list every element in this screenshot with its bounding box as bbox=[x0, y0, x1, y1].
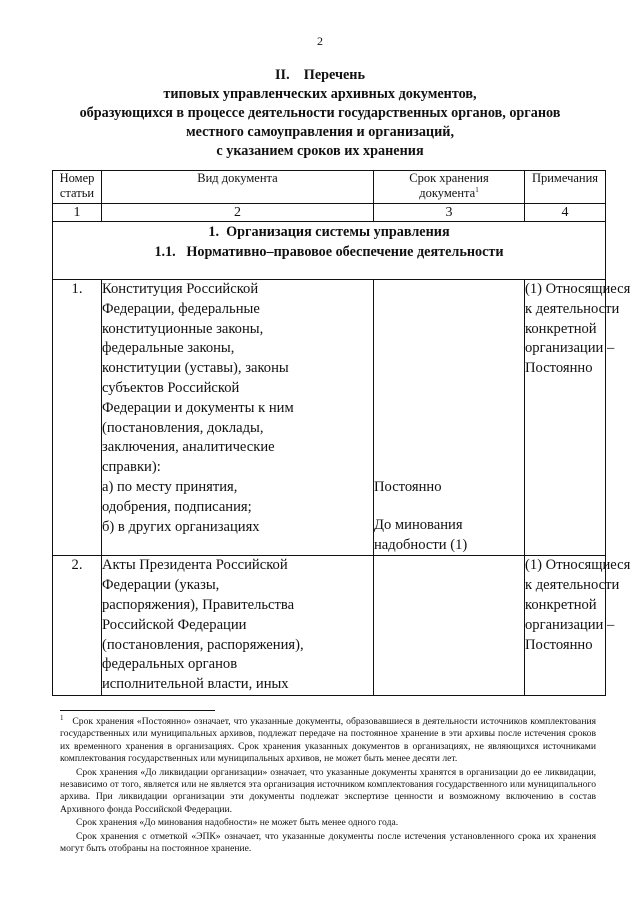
footnotes bbox=[60, 713, 596, 856]
header-term-line-2 bbox=[374, 186, 524, 201]
document-line: одобрения, подписания; bbox=[102, 498, 252, 515]
footnote-1 bbox=[60, 713, 596, 766]
section-title: 1. Организация системы управления bbox=[208, 224, 450, 240]
footnote-marker: 1 bbox=[60, 713, 64, 722]
document-line: б) в других организациях bbox=[102, 518, 260, 535]
note-line: организации – bbox=[525, 616, 615, 633]
document-line: заключения, аналитические bbox=[102, 439, 275, 456]
document-line: справки): bbox=[102, 459, 161, 476]
footnote-ref: 1 bbox=[475, 185, 479, 194]
footnote-text: Срок хранения «Постоянно» означает, что указанные документы, образовавшиеся в деятельности источников комплектования государственных или муниципальных архивов, подлежат передаче на постоянное хранение в эти архивы после истечения сроков их временного хранения в организациях. Срок хранения указанных документов в организациях, не являющихся источниками комплектования государственных или муниципальных архивов, не может быть менее десяти лет. bbox=[60, 716, 596, 765]
note-line: Постоянно bbox=[525, 360, 593, 377]
document-line: конституции (уставы), законы bbox=[102, 360, 289, 377]
document-line: конституционные законы, bbox=[102, 320, 264, 337]
note-line: организации – bbox=[525, 340, 615, 357]
notes-cell bbox=[525, 280, 631, 556]
note-line: конкретной bbox=[525, 596, 597, 613]
document-line: Федерации, федеральные bbox=[102, 300, 260, 317]
heading-line-1: II. Перечень bbox=[275, 67, 365, 83]
table-row bbox=[53, 280, 606, 556]
notes-cell bbox=[525, 556, 631, 696]
row-number: 2. bbox=[53, 556, 102, 696]
header-term-text: документа bbox=[419, 186, 476, 200]
document-line: исполнительной власти, иных bbox=[102, 676, 289, 693]
page-number: 2 bbox=[317, 34, 323, 48]
heading-line-2: типовых управленческих архивных документов, bbox=[163, 86, 477, 102]
table-row bbox=[53, 556, 606, 696]
document-line: субъектов Российской bbox=[102, 379, 240, 396]
document-type-cell bbox=[102, 280, 374, 556]
column-number: 2 bbox=[102, 204, 374, 222]
header-number bbox=[53, 171, 102, 204]
note-line: (1) Относящиеся bbox=[525, 281, 631, 297]
footnote-paragraph: Срок хранения «До минования надобности» не может быть менее одного года. bbox=[76, 817, 399, 829]
header-document: Вид документа bbox=[102, 171, 374, 204]
note-line: к деятельности bbox=[525, 300, 620, 317]
heading-line-5: с указанием сроков их хранения bbox=[216, 143, 424, 159]
heading-line-4: местного самоуправления и организаций, bbox=[185, 124, 454, 140]
header-number-line-2: статьи bbox=[59, 186, 95, 200]
section-cell bbox=[53, 222, 606, 280]
document-line: распоряжения), Правительства bbox=[102, 596, 295, 613]
heading-line-3: образующихся в процессе деятельности государственных органов, органов bbox=[79, 105, 561, 121]
note-line: к деятельности bbox=[525, 577, 620, 594]
row-number: 1. bbox=[53, 280, 102, 556]
document-type-cell bbox=[102, 556, 374, 696]
storage-term: До минования bbox=[374, 516, 463, 533]
header-notes: Примечания bbox=[525, 171, 606, 204]
header-term bbox=[374, 171, 525, 204]
document-line: а) по месту принятия, bbox=[102, 478, 238, 495]
table-header-row bbox=[53, 171, 606, 204]
document-line: (постановления, доклады, bbox=[102, 419, 264, 436]
header-number-line-1: Номер bbox=[59, 171, 95, 185]
footnote-paragraph: Срок хранения с отметкой «ЭПК» означает, что указанные документы после истечения установленного срока их хранения могут быть отобраны на постоянное хранение. bbox=[60, 830, 596, 855]
document-line: Акты Президента Российской bbox=[102, 557, 288, 574]
document-line: федеральные законы, bbox=[102, 340, 235, 357]
document-line: Федерации (указы, bbox=[102, 577, 220, 594]
footnote-paragraph: Срок хранения «До ликвидации организации» означает, что указанные документы хранятся в организации до ее ликвидации, независимо от того, является или не является эта организация источником комплектования государственного или муниципального архива. При ликвидации организации эти документы подлежат экспертизе ценности и возможному включению в состав Архивного фонда Российской Федерации. bbox=[60, 766, 596, 815]
note-line: конкретной bbox=[525, 320, 597, 337]
footnote-separator bbox=[60, 710, 215, 711]
header-term-line-1: Срок хранения bbox=[409, 171, 489, 185]
column-number: 1 bbox=[53, 204, 102, 222]
document-line: Федерации и документы к ним bbox=[102, 399, 294, 416]
storage-term: надобности (1) bbox=[374, 536, 468, 553]
document-line: (постановления, распоряжения), bbox=[102, 636, 304, 653]
section-row bbox=[53, 222, 606, 280]
document-heading bbox=[40, 66, 600, 161]
document-line: Конституция Российской bbox=[102, 281, 259, 297]
storage-term: Постоянно bbox=[374, 479, 442, 495]
column-numbers-row bbox=[53, 204, 606, 222]
storage-term-cell bbox=[374, 556, 525, 696]
document-line: федеральных органов bbox=[102, 656, 238, 673]
documents-table bbox=[52, 170, 631, 696]
column-number: 4 bbox=[525, 204, 606, 222]
note-line: Постоянно bbox=[525, 636, 593, 653]
note-line: (1) Относящиеся bbox=[525, 557, 631, 574]
column-number: 3 bbox=[374, 204, 525, 222]
storage-term-cell bbox=[374, 280, 525, 556]
document-line: Российской Федерации bbox=[102, 616, 247, 633]
section-subtitle: 1.1. Нормативно–правовое обеспечение деятельности bbox=[154, 244, 504, 260]
